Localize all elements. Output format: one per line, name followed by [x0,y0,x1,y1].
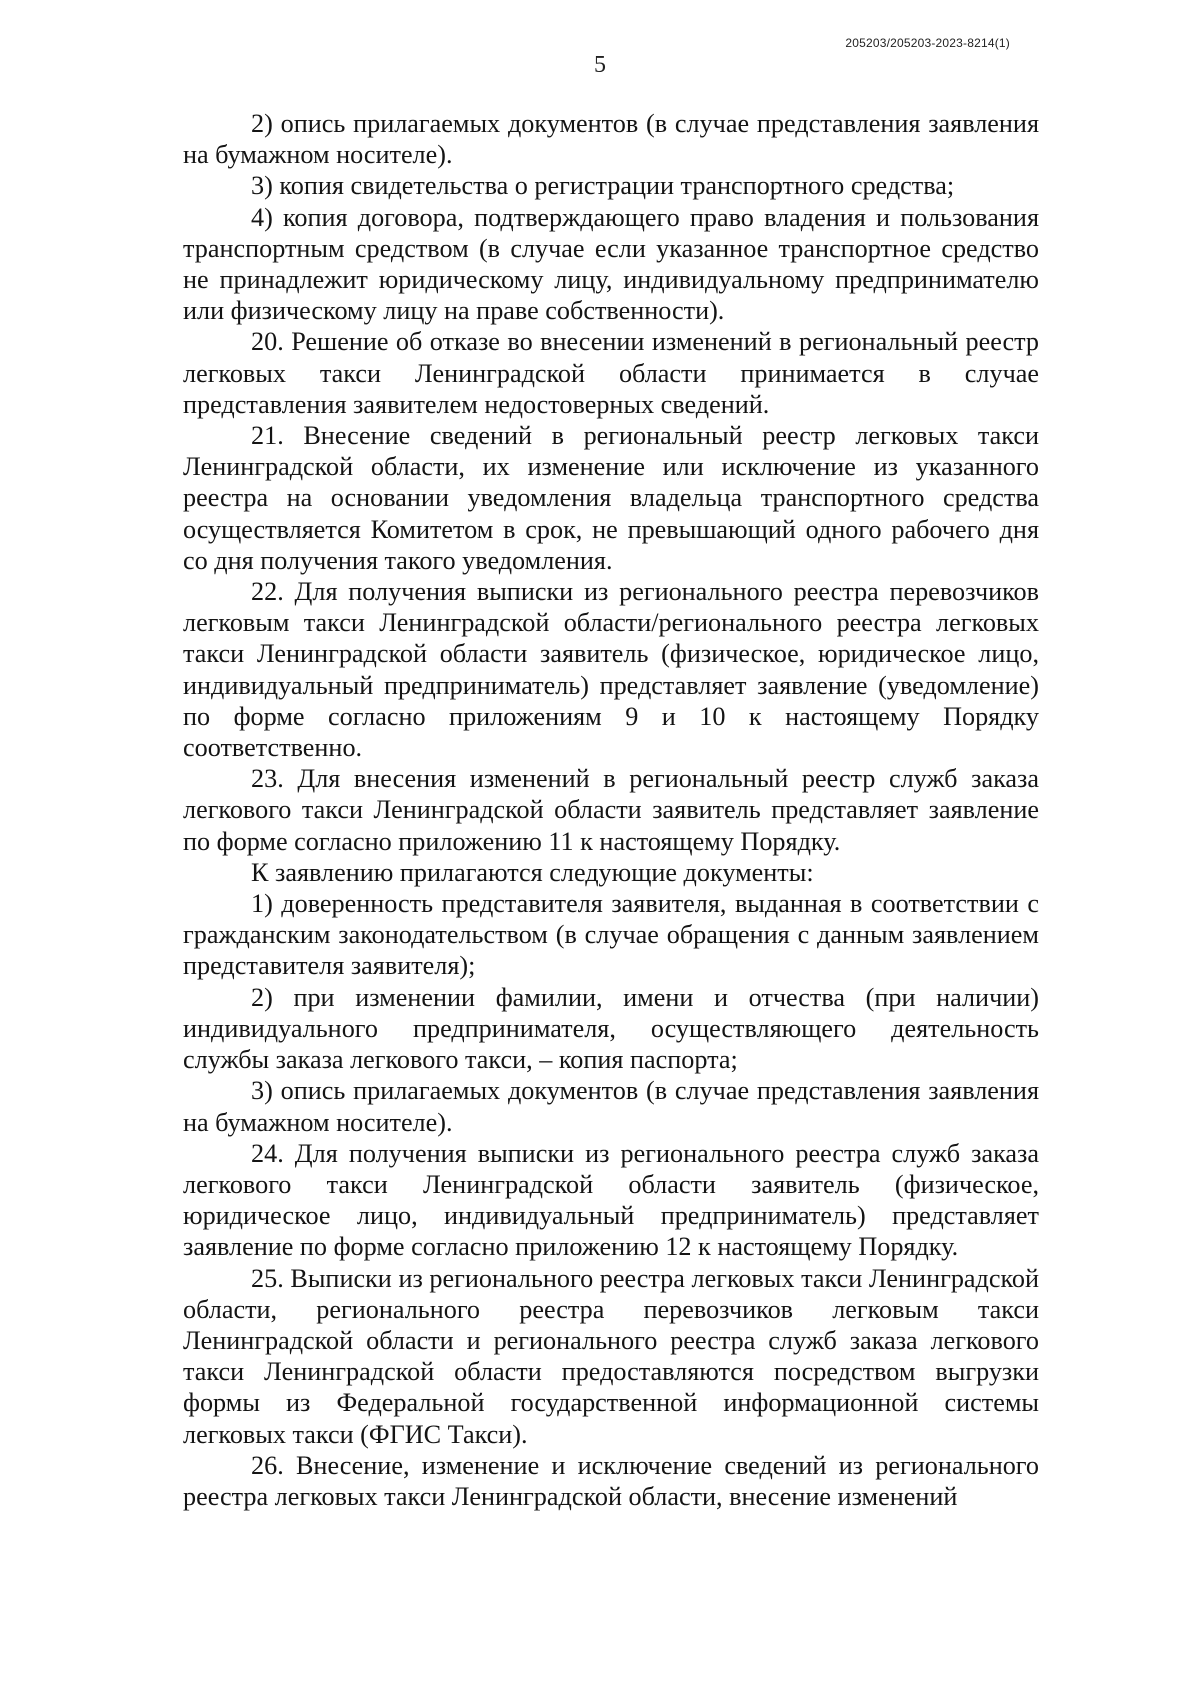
paragraph-item-1-power-of-attorney: 1) доверенность представителя заявителя, выданная в соответствии с гражданским законодательством (в случае обращения с данным заявлением представителя заявителя); [183,889,1039,981]
paragraph-24: 24. Для получения выписки из регионального реестра служб заказа легкового такси Ленинградской области заявитель (физическое, юридическое лицо, индивидуальный предприниматель) представляет заявление по форме согласно приложению 12 к настоящему Порядку. [183,1138,1039,1262]
page-number: 5 [594,52,606,78]
paragraph-item-2-inventory: 2) опись прилагаемых документов (в случае представления заявления на бумажном носителе). [183,109,1039,170]
document-body [183,108,1039,1512]
paragraph-item-3-inventory: 3) опись прилагаемых документов (в случае представления заявления на бумажном носителе). [183,1076,1039,1137]
paragraph-attachments-intro: К заявлению прилагаются следующие документы: [251,857,814,887]
paragraph-25: 25. Выписки из регионального реестра легковых такси Ленинградской области, регионального реестра перевозчиков легковым такси Ленинградской области и регионального реестра служб заказа легкового такси Ленинградской области предоставляются посредством выгрузки формы из Федеральной государственной информационной системы легковых такси (ФГИС Такси). [183,1263,1039,1449]
paragraph-21: 21. Внесение сведений в региональный реестр легковых такси Ленинградской области, их изменение или исключение из указанного реестра на основании уведомления владельца транспортного средства осуществляется Комитетом в срок, не превышающий одного рабочего дня со дня получения такого уведомления. [183,421,1039,575]
document-id: 205203/205203-2023-8214(1) [845,36,1010,50]
paragraph-23: 23. Для внесения изменений в региональный реестр служб заказа легкового такси Ленинградской области заявитель представляет заявление по форме согласно приложению 11 к настоящему Порядку. [183,764,1039,856]
paragraph-item-3-registration-copy: 3) копия свидетельства о регистрации транспортного средства; [251,171,955,201]
paragraph-22: 22. Для получения выписки из регионального реестра перевозчиков легковым такси Ленинградской области/регионального реестра легковых такси Ленинградской области заявитель (физическое, юридическое лицо, индивидуальный предприниматель) представляет заявление (уведомление) по форме согласно приложениям 9 и 10 к настоящему Порядку соответственно. [183,577,1039,763]
paragraph-26: 26. Внесение, изменение и исключение сведений из регионального реестра легковых такси Ленинградской области, внесение изменений [183,1450,1039,1511]
paragraph-item-4-contract-copy: 4) копия договора, подтверждающего право владения и пользования транспортным средством (в случае если указанное транспортное средство не принадлежит юридическому лицу, индивидуальному предпринимателю или физическому лицу на праве собственности). [183,202,1039,326]
paragraph-item-2-passport-copy: 2) при изменении фамилии, имени и отчества (при наличии) индивидуального предпринимателя, осуществляющего деятельность службы заказа легкового такси, – копия паспорта; [183,982,1039,1075]
paragraph-20: 20. Решение об отказе во внесении изменений в региональный реестр легковых такси Ленинградской области принимается в случае представления заявителем недостоверных сведений. [183,327,1039,419]
